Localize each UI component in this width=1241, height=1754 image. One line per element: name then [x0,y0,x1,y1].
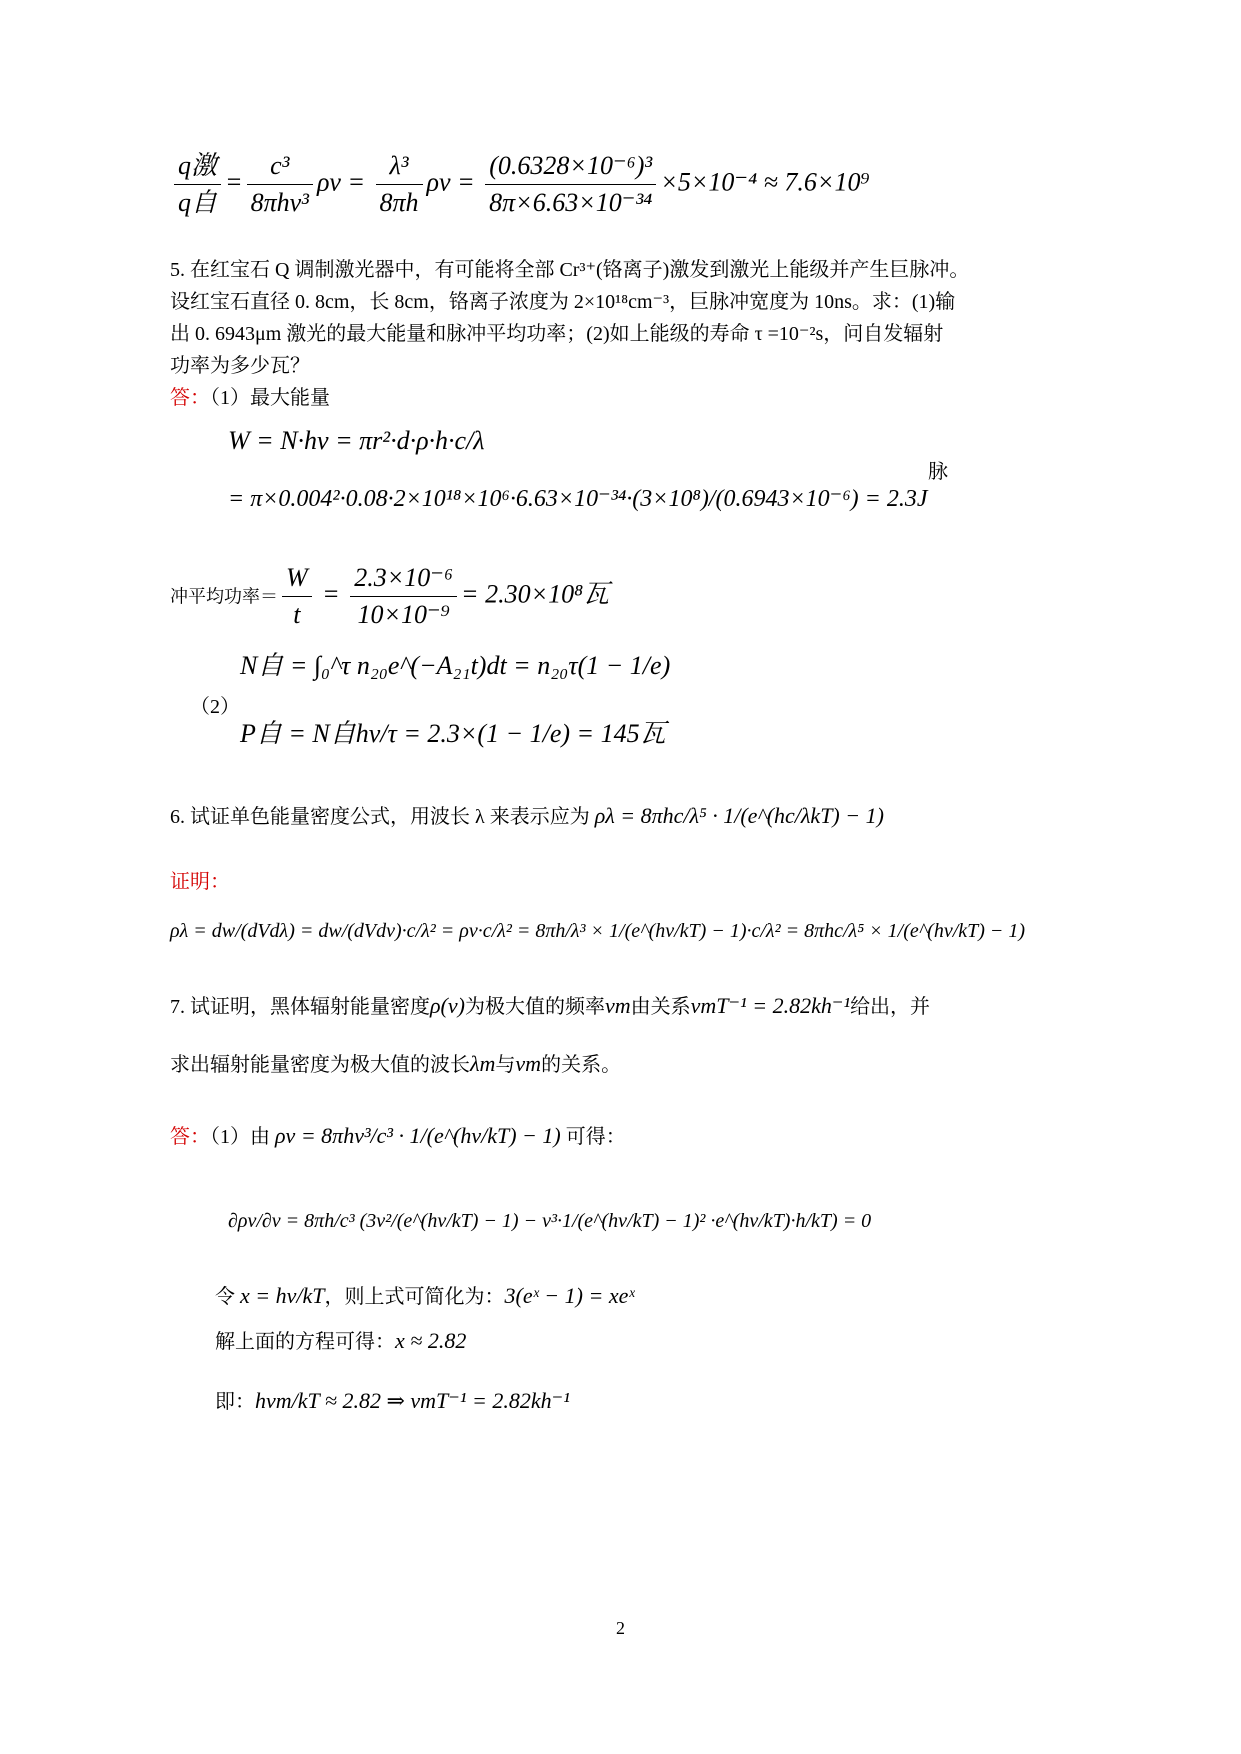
part2-label: （2） [190,696,240,718]
problem7-line2: 求出辐射能量密度为极大值的波长λm与νm的关系。 [170,1051,622,1076]
problem5-line1: 5. 在红宝石 Q 调制激光器中，有可能将全部 Cr³⁺(铬离子)激发到激光上能级并产生巨脉冲。 [170,259,970,281]
problem5-line3: 出 0. 6943μm 激光的最大能量和脉冲平均功率；(2)如上能级的寿命 τ =10⁻²s，问自发辐射 [170,323,944,345]
solve-line: 解上面的方程可得：x ≈ 2.82 [215,1328,467,1353]
problem5-line4: 功率为多少瓦？ [170,355,310,377]
answer7-heading: 答：（1）由 ρν = 8πhν³/c³ · 1/(e^(hν/kT) − 1) 可得： [170,1123,626,1148]
page-number: 2 [616,1618,625,1638]
proof-label: 证明： [170,871,230,893]
equation-P-spontaneous: P自 = N自hν/τ = 2.3×(1 − 1/e) = 145瓦 [240,719,666,748]
equation-energy-line1: W = N·hν = πr²·d·ρ·h·c/λ [228,426,485,455]
equation-energy-line2: = π×0.004²·0.08·2×10¹⁸×10⁶·6.63×10⁻³⁴·(3×10⁸)/(0.6943×10⁻⁶) = 2.3J [228,486,928,512]
problem7-line1: 7. 试证明，黑体辐射能量密度ρ(ν)为极大值的频率νm由关系νmT⁻¹ = 2.82kh⁻¹给出，并 [170,993,931,1018]
answer5-heading: 答：（1）最大能量 [170,387,330,409]
answer-label: 答： [170,387,210,409]
final-line: 即：hνm/kT ≈ 2.82 ⇒ νmT⁻¹ = 2.82kh⁻¹ [215,1388,570,1413]
equation-derivative: ∂ρν/∂ν = 8πh/c³ (3ν²/(e^(hν/kT) − 1) − ν³·1/(e^(hν/kT) − 1)² ·e^(hν/kT)·h/kT) = 0 [228,1210,872,1232]
let-x-line: 令 x = hν/kT，则上式可简化为：3(eˣ − 1) = xeˣ [215,1283,635,1308]
text-mai: 脉 [928,461,948,483]
equation-q-ratio: $\frac{\text{q激}}{\text{q自}}$ = $\frac{\text{c³}}{\text{8πhν³}}$ ρν = $\frac{\text{λ³}}{8\pi h}$ ρν = $\frac{\text{(0.6328×10⁻⁶)³}}{\text{8π×6.63×10⁻³⁴}}$ ×5×10⁻⁴ ≈ 7.6×10⁹ [170,150,870,219]
equation-N-spontaneous: N自 = ∫₀^τ n₂₀e^(−A₂₁t)dt = n₂₀τ(1 − 1/e) [240,651,671,680]
equation-proof: ρλ = dw/(dVdλ) = dw/(dVdν)·c/λ² = ρν·c/λ² = 8πh/λ³ × 1/(e^(hν/kT) − 1)·c/λ² = 8πhc/λ⁵ × 1/(e^(hν/kT) − 1) [170,920,1026,942]
equation-average-power: 冲平均功率＝ $\frac{W}{t}$ = $\frac{\text{2.3×10⁻⁶}}{\text{10×10⁻⁹}}$ = 2.30×10⁸瓦 [170,563,610,629]
problem6-text: 6. 试证单色能量密度公式，用波长 λ 来表示应为 ρλ = 8πhc/λ⁵ · 1/(e^(hc/λkT) − 1) [170,803,884,828]
problem5-line2: 设红宝石直径 0. 8cm，长 8cm，铬离子浓度为 2×10¹⁸cm⁻³，巨脉冲宽度为 10ns。求：(1)输 [170,291,956,313]
